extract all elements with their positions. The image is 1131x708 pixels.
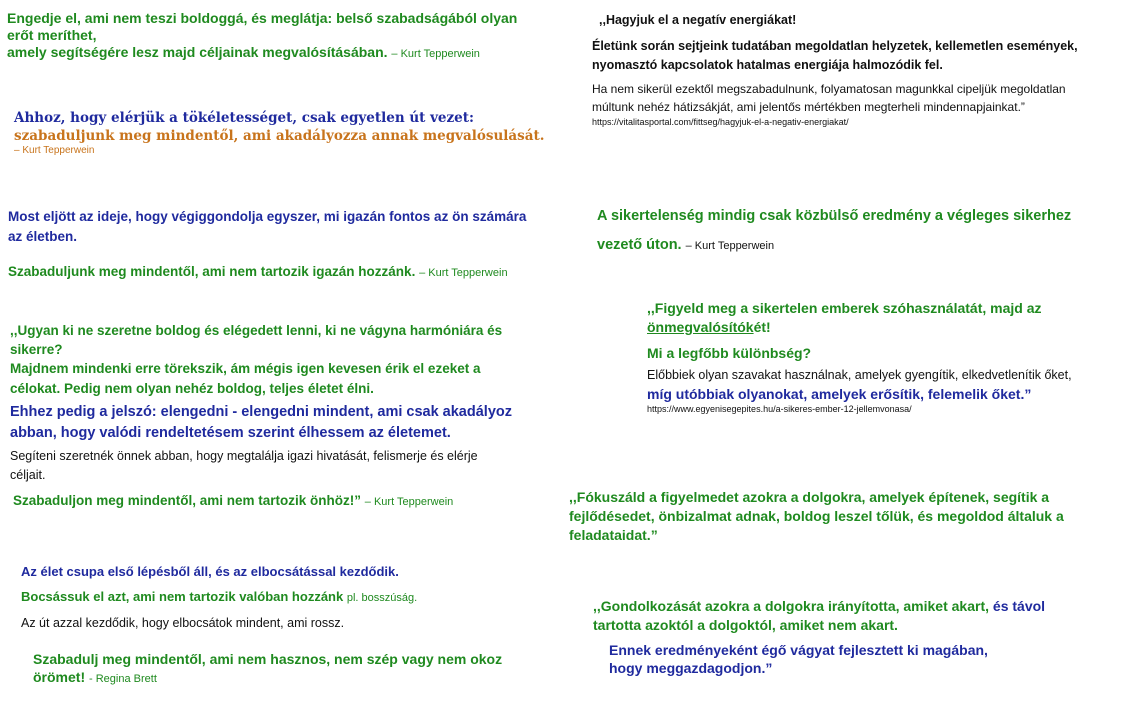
quote-line: abban, hogy valódi rendeltetésem szerint élhessem az életemet.	[10, 425, 451, 441]
quote-line: amely segítségére lesz majd céljainak megvalósításában. – Kurt Tepperwein	[7, 44, 480, 60]
quote-line: Az élet csupa első lépésből áll, és az elbocsátással kezdődik.	[21, 564, 399, 579]
quote-line: önmegvalósítókét!	[647, 319, 771, 335]
quote-line: az életben.	[8, 229, 78, 244]
quote-line: hogy meggazdagodjon.”	[609, 660, 773, 676]
quote-line: ,,Fókuszáld a figyelmedet azokra a dolgokra, amelyek építenek, segítik a	[569, 489, 1050, 505]
quote-note: pl. bosszúság.	[346, 592, 418, 604]
quote-line: ,,Ugyan ki ne szeretne boldog és elégedett lenni, ki ne vágyna harmóniára és	[10, 323, 503, 338]
quote-line: Engedje el, ami nem teszi boldoggá, és meglátja: belső szabadságából olyan	[7, 10, 518, 26]
quote-line: Életünk során sejtjeink tudatában megoldatlan helyzetek, kellemetlen események,	[592, 39, 1078, 53]
source-link[interactable]: https://vitalitasportal.com/fittseg/hagyjuk-el-a-negativ-energiakat/	[592, 117, 849, 127]
quote-line: tartotta azoktól a dolgoktól, amiket nem akart.	[593, 617, 898, 633]
quote-line: ,,Gondolkozását azokra a dolgokra irányította, amiket akart, és távol	[593, 598, 1046, 614]
quote-line: ,,Figyeld meg a sikertelen emberek szóhasználatát, majd az	[647, 300, 1042, 316]
source-link[interactable]: https://www.egyenisegepites.hu/a-sikeres-ember-12-jellemvonasa/	[647, 404, 912, 414]
quote-line: Ennek eredményeként égő vágyat fejlesztett ki magában,	[609, 642, 988, 658]
quote-negative-energies	[592, 11, 1078, 128]
quote-perfection	[14, 109, 544, 157]
quote-thinking-direction	[593, 597, 1045, 677]
quote-line: feladataidat.”	[569, 527, 658, 543]
quote-line: Ha nem sikerül ezektől megszabadulnunk, folyamatosan magunkkal cipeljük megoldatlan	[592, 82, 1066, 96]
quote-line: erőt meríthet,	[7, 27, 97, 43]
quote-line: Szabadulj meg mindentől, ami nem hasznos, nem szép vagy nem okoz	[33, 651, 503, 667]
quote-line: nyomasztó kapcsolatok hatalmas energiája halmozódik fel.	[592, 58, 943, 72]
quote-line: míg utóbbiak olyanokat, amelyek erősítik, felemelik őket.”	[647, 386, 1032, 402]
quote-line: célokat. Pedig nem olyan nehéz boldog, teljes életet élni.	[10, 381, 374, 396]
quote-happiness-harmony	[10, 321, 512, 512]
quote-line: örömet! - Regina Brett	[33, 669, 157, 685]
quote-time-to-think	[8, 207, 526, 283]
quote-author: – Kurt Tepperwein	[685, 240, 775, 252]
quote-author: – Kurt Tepperwein	[14, 145, 95, 156]
quote-author: – Kurt Tepperwein	[419, 267, 508, 279]
quote-first-steps	[21, 562, 502, 688]
quote-line: Előbbiek olyan szavakat használnak, amelyek gyengítik, elkedvetlenítik őket,	[647, 368, 1072, 382]
quote-focus-attention	[569, 488, 1064, 545]
quote-author: – Kurt Tepperwein	[364, 496, 454, 508]
quote-line: céljait.	[10, 468, 46, 482]
quote-line: Segíteni szeretnék önnek abban, hogy megtalálja igazi hivatását, felismerje és elérje	[10, 449, 478, 463]
quote-line: Majdnem mindenki erre törekszik, ám mégis igen kevesen érik el ezeket a	[10, 361, 481, 376]
quote-line: Bocsássuk el azt, ami nem tartozik valóban hozzánk pl. bosszúság.	[21, 589, 418, 604]
quote-author: - Regina Brett	[89, 673, 157, 685]
quote-author: – Kurt Tepperwein	[391, 48, 480, 60]
quote-unsuccessful-words	[647, 299, 1072, 416]
quote-failure-intermediate	[597, 205, 1071, 258]
quote-line: Ehhez pedig a jelszó: elengedni - elengedni mindent, ami csak akadályoz	[10, 404, 512, 420]
quote-title: ,,Hagyjuk el a negatív energiákat!	[599, 13, 797, 27]
quote-line: múltunk nehéz hátizsákját, ami jelentős mértékben megterheli mindennapjainkat.”	[592, 100, 1025, 114]
quote-line: Szabaduljon meg mindentől, ami nem tartozik önhöz!” – Kurt Tepperwein	[13, 493, 454, 508]
quote-let-go-happiness	[7, 10, 517, 63]
quote-line: vezető úton. – Kurt Tepperwein	[597, 237, 775, 253]
quote-line: fejlődésedet, önbizalmat adnak, boldog leszel tőlük, és megoldod általuk a	[569, 508, 1064, 524]
quote-line: sikerre?	[10, 342, 63, 357]
quote-line: A sikertelenség mindig csak közbülső eredmény a végleges sikerhez	[597, 208, 1072, 224]
quote-line: Most eljött az ideje, hogy végiggondolja egyszer, mi igazán fontos az ön számára	[8, 209, 527, 224]
quote-line: Az út azzal kezdődik, hogy elbocsátok mindent, ami rossz.	[21, 616, 345, 630]
quote-line: szabaduljunk meg mindentől, ami akadályozza annak megvalósulását.	[14, 128, 545, 144]
quote-line: Szabaduljunk meg mindentől, ami nem tartozik igazán hozzánk. – Kurt Tepperwein	[8, 264, 508, 279]
quote-line: Mi a legfőbb különbség?	[647, 345, 812, 361]
quote-line: Ahhoz, hogy elérjük a tökéletességet, csak egyetlen út vezet:	[14, 110, 474, 126]
